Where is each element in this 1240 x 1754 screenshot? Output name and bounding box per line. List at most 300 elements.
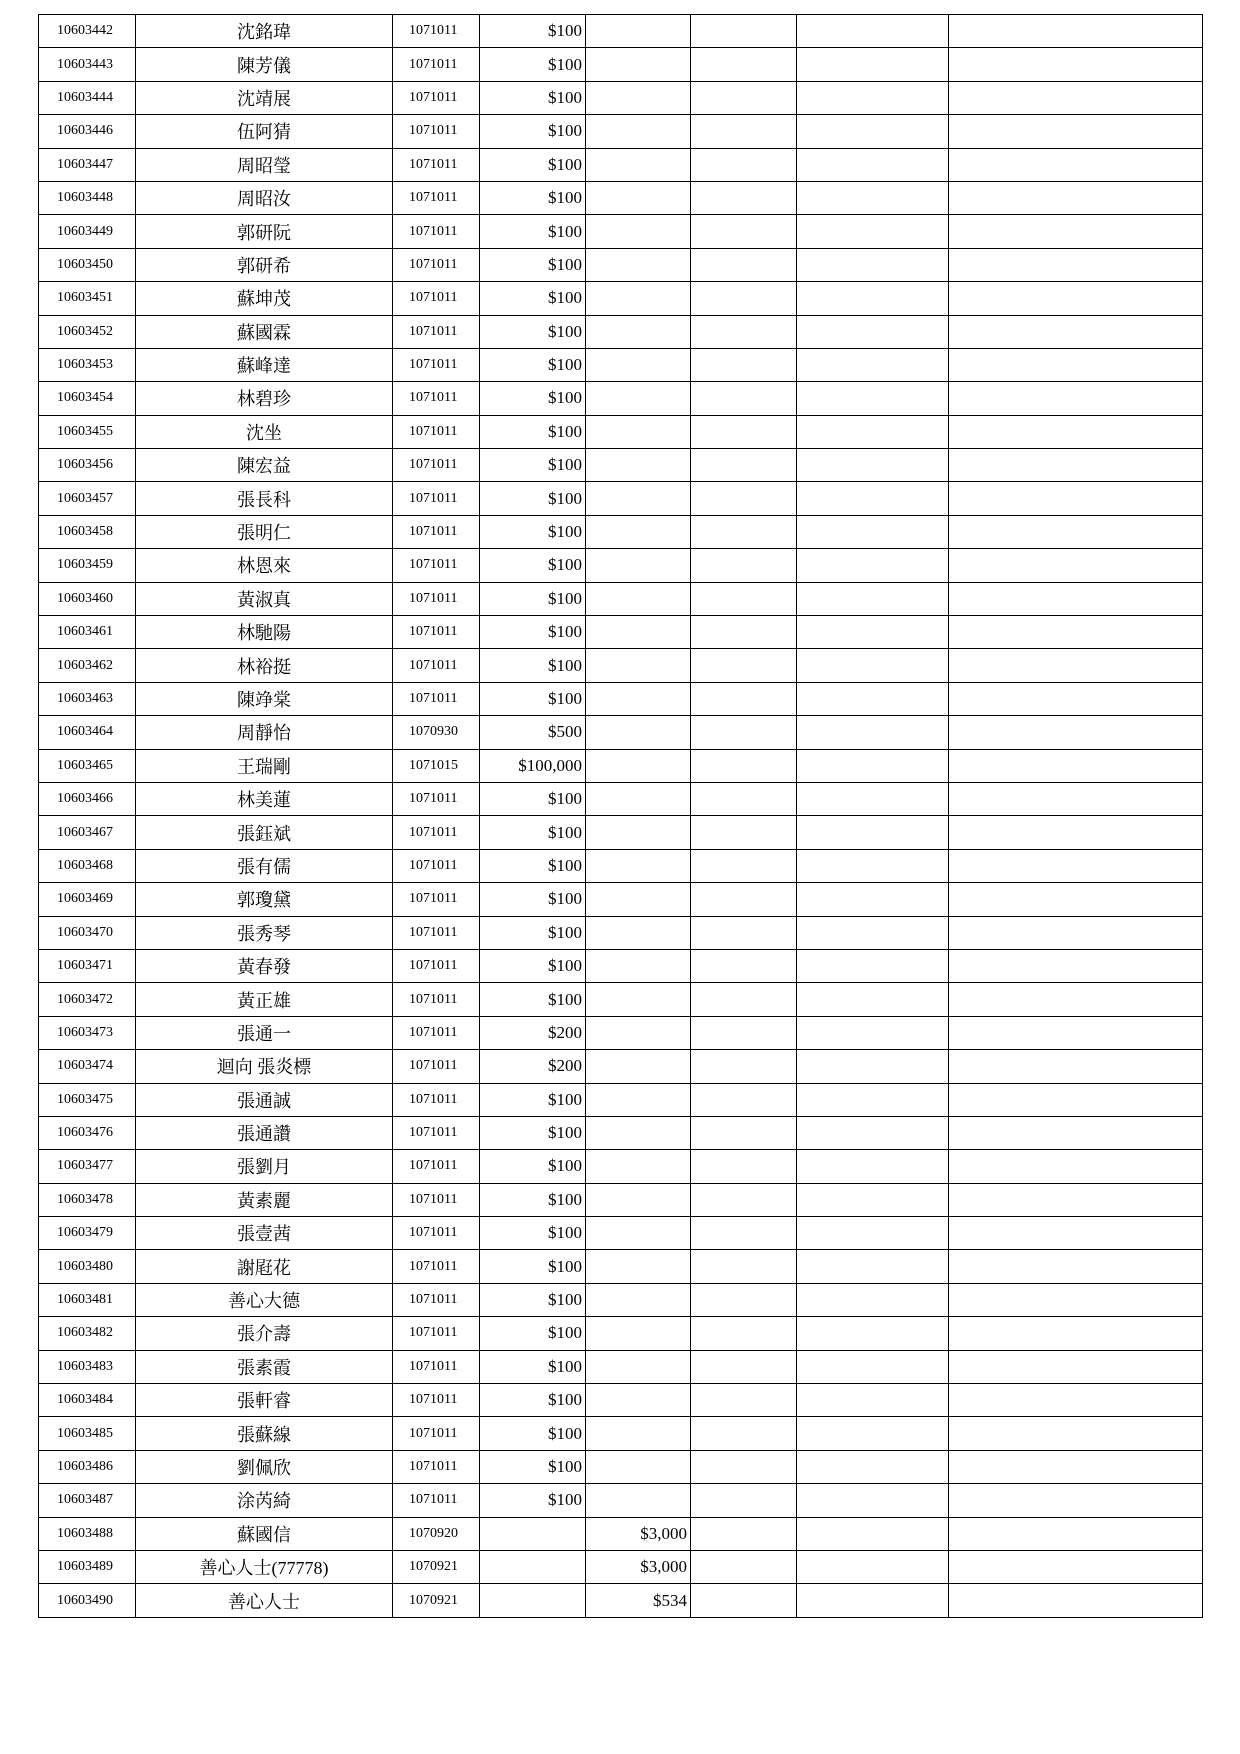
- donor-name-cell: 涂芮綺: [136, 1484, 393, 1517]
- amount-cell: $100: [480, 181, 586, 214]
- receipt-number-cell: 10603486: [39, 1450, 136, 1483]
- table-row: [39, 1484, 1203, 1517]
- empty-cell: [797, 816, 949, 849]
- amount-cell: $100: [480, 115, 586, 148]
- amount-alt-cell: [586, 148, 691, 181]
- date-cell: 1071011: [393, 1384, 480, 1417]
- amount-alt-cell: [586, 215, 691, 248]
- receipt-number-cell: 10603467: [39, 816, 136, 849]
- amount-cell: $100: [480, 48, 586, 81]
- amount-alt-cell: [586, 181, 691, 214]
- empty-cell: [949, 248, 1203, 281]
- empty-cell: [797, 983, 949, 1016]
- empty-cell: [691, 582, 797, 615]
- table-row: [39, 181, 1203, 214]
- date-cell: 1071011: [393, 1116, 480, 1149]
- donor-name-cell: 黃春發: [136, 949, 393, 982]
- empty-cell: [691, 515, 797, 548]
- table-row: [39, 48, 1203, 81]
- date-cell: 1071011: [393, 315, 480, 348]
- empty-cell: [797, 482, 949, 515]
- amount-alt-cell: [586, 282, 691, 315]
- table-row: [39, 215, 1203, 248]
- table-row: [39, 115, 1203, 148]
- empty-cell: [949, 1050, 1203, 1083]
- empty-cell: [949, 1183, 1203, 1216]
- empty-cell: [949, 15, 1203, 48]
- empty-cell: [797, 1050, 949, 1083]
- amount-cell: $200: [480, 1016, 586, 1049]
- amount-alt-cell: [586, 482, 691, 515]
- amount-cell: $100: [480, 315, 586, 348]
- receipt-number-cell: 10603452: [39, 315, 136, 348]
- empty-cell: [949, 1250, 1203, 1283]
- table-row: [39, 248, 1203, 281]
- table-row: [39, 449, 1203, 482]
- amount-alt-cell: [586, 649, 691, 682]
- empty-cell: [949, 949, 1203, 982]
- empty-cell: [949, 816, 1203, 849]
- date-cell: 1071011: [393, 649, 480, 682]
- amount-alt-cell: [586, 1183, 691, 1216]
- amount-cell: $100: [480, 916, 586, 949]
- donor-name-cell: 劉佩欣: [136, 1450, 393, 1483]
- table-row: [39, 1584, 1203, 1617]
- amount-cell: $100: [480, 1283, 586, 1316]
- empty-cell: [949, 1150, 1203, 1183]
- receipt-number-cell: 10603457: [39, 482, 136, 515]
- table-row: [39, 148, 1203, 181]
- date-cell: 1071011: [393, 1417, 480, 1450]
- receipt-number-cell: 10603482: [39, 1317, 136, 1350]
- empty-cell: [691, 883, 797, 916]
- table-row: [39, 682, 1203, 715]
- amount-alt-cell: [586, 1083, 691, 1116]
- table-row: [39, 1217, 1203, 1250]
- table-row: [39, 949, 1203, 982]
- table-row: [39, 1517, 1203, 1550]
- amount-cell: $100: [480, 549, 586, 582]
- donor-name-cell: 沈坐: [136, 415, 393, 448]
- donor-name-cell: 張明仁: [136, 515, 393, 548]
- empty-cell: [797, 849, 949, 882]
- empty-cell: [797, 415, 949, 448]
- donor-name-cell: 周靜怡: [136, 716, 393, 749]
- table-row: [39, 282, 1203, 315]
- receipt-number-cell: 10603487: [39, 1484, 136, 1517]
- amount-alt-cell: [586, 716, 691, 749]
- table-row: [39, 1250, 1203, 1283]
- receipt-number-cell: 10603490: [39, 1584, 136, 1617]
- date-cell: 1071011: [393, 48, 480, 81]
- amount-alt-cell: [586, 348, 691, 381]
- amount-alt-cell: [586, 415, 691, 448]
- date-cell: 1071011: [393, 883, 480, 916]
- empty-cell: [949, 582, 1203, 615]
- empty-cell: [797, 1550, 949, 1583]
- empty-cell: [949, 215, 1203, 248]
- amount-alt-cell: [586, 749, 691, 782]
- amount-alt-cell: [586, 549, 691, 582]
- amount-cell: $100: [480, 248, 586, 281]
- empty-cell: [691, 1217, 797, 1250]
- empty-cell: [949, 1083, 1203, 1116]
- date-cell: 1071011: [393, 1317, 480, 1350]
- date-cell: 1071011: [393, 949, 480, 982]
- empty-cell: [691, 749, 797, 782]
- amount-cell: $100: [480, 1417, 586, 1450]
- empty-cell: [949, 1116, 1203, 1149]
- date-cell: 1070921: [393, 1584, 480, 1617]
- empty-cell: [797, 15, 949, 48]
- empty-cell: [949, 415, 1203, 448]
- donor-name-cell: 善心大德: [136, 1283, 393, 1316]
- empty-cell: [691, 616, 797, 649]
- empty-cell: [949, 782, 1203, 815]
- empty-cell: [797, 549, 949, 582]
- empty-cell: [797, 649, 949, 682]
- empty-cell: [949, 549, 1203, 582]
- empty-cell: [691, 1350, 797, 1383]
- empty-cell: [797, 282, 949, 315]
- donor-name-cell: 周昭瑩: [136, 148, 393, 181]
- receipt-number-cell: 10603462: [39, 649, 136, 682]
- donor-name-cell: 林碧珍: [136, 382, 393, 415]
- table-row: [39, 382, 1203, 415]
- amount-cell: $100: [480, 616, 586, 649]
- amount-cell: [480, 1550, 586, 1583]
- donor-name-cell: 善心人士(77778): [136, 1550, 393, 1583]
- empty-cell: [691, 849, 797, 882]
- receipt-number-cell: 10603450: [39, 248, 136, 281]
- empty-cell: [691, 315, 797, 348]
- date-cell: 1071011: [393, 816, 480, 849]
- amount-cell: $100: [480, 348, 586, 381]
- donor-name-cell: 郭瓊黛: [136, 883, 393, 916]
- empty-cell: [949, 616, 1203, 649]
- date-cell: 1071011: [393, 1250, 480, 1283]
- empty-cell: [691, 115, 797, 148]
- empty-cell: [949, 148, 1203, 181]
- empty-cell: [691, 549, 797, 582]
- table-row: [39, 15, 1203, 48]
- amount-cell: $100: [480, 582, 586, 615]
- empty-cell: [949, 1384, 1203, 1417]
- empty-cell: [949, 682, 1203, 715]
- empty-cell: [691, 1283, 797, 1316]
- table-row: [39, 1150, 1203, 1183]
- table-row: [39, 1417, 1203, 1450]
- empty-cell: [797, 315, 949, 348]
- receipt-number-cell: 10603485: [39, 1417, 136, 1450]
- amount-alt-cell: [586, 1450, 691, 1483]
- amount-cell: $100: [480, 1384, 586, 1417]
- date-cell: 1071011: [393, 549, 480, 582]
- amount-cell: $100: [480, 1450, 586, 1483]
- amount-alt-cell: [586, 48, 691, 81]
- table-row: [39, 1183, 1203, 1216]
- date-cell: 1071011: [393, 983, 480, 1016]
- empty-cell: [797, 1183, 949, 1216]
- receipt-number-cell: 10603465: [39, 749, 136, 782]
- table-row: [39, 1350, 1203, 1383]
- empty-cell: [949, 282, 1203, 315]
- receipt-number-cell: 10603469: [39, 883, 136, 916]
- empty-cell: [949, 916, 1203, 949]
- empty-cell: [691, 15, 797, 48]
- donor-name-cell: 黃正雄: [136, 983, 393, 1016]
- date-cell: 1071011: [393, 415, 480, 448]
- table-row: [39, 649, 1203, 682]
- table-row: [39, 1050, 1203, 1083]
- receipt-number-cell: 10603463: [39, 682, 136, 715]
- receipt-number-cell: 10603479: [39, 1217, 136, 1250]
- date-cell: 1071011: [393, 682, 480, 715]
- date-cell: 1071011: [393, 115, 480, 148]
- empty-cell: [949, 1350, 1203, 1383]
- table-row: [39, 716, 1203, 749]
- date-cell: 1071011: [393, 1217, 480, 1250]
- donor-name-cell: 林裕挺: [136, 649, 393, 682]
- amount-cell: $100: [480, 983, 586, 1016]
- date-cell: 1071011: [393, 515, 480, 548]
- table-row: [39, 816, 1203, 849]
- empty-cell: [691, 1250, 797, 1283]
- table-row: [39, 849, 1203, 882]
- empty-cell: [949, 1283, 1203, 1316]
- receipt-number-cell: 10603446: [39, 115, 136, 148]
- empty-cell: [797, 449, 949, 482]
- empty-cell: [797, 1350, 949, 1383]
- empty-cell: [949, 115, 1203, 148]
- date-cell: 1071011: [393, 1350, 480, 1383]
- amount-cell: $100: [480, 682, 586, 715]
- receipt-number-cell: 10603449: [39, 215, 136, 248]
- table-row: [39, 1450, 1203, 1483]
- amount-alt-cell: [586, 1050, 691, 1083]
- empty-cell: [691, 81, 797, 114]
- donor-name-cell: 張通一: [136, 1016, 393, 1049]
- amount-alt-cell: [586, 1350, 691, 1383]
- empty-cell: [691, 1083, 797, 1116]
- empty-cell: [949, 1317, 1203, 1350]
- empty-cell: [691, 916, 797, 949]
- receipt-number-cell: 10603447: [39, 148, 136, 181]
- amount-cell: $100: [480, 849, 586, 882]
- empty-cell: [797, 1317, 949, 1350]
- amount-alt-cell: [586, 616, 691, 649]
- receipt-number-cell: 10603458: [39, 515, 136, 548]
- empty-cell: [691, 382, 797, 415]
- amount-alt-cell: [586, 1250, 691, 1283]
- empty-cell: [691, 181, 797, 214]
- amount-cell: $100: [480, 649, 586, 682]
- donor-name-cell: 蘇國信: [136, 1517, 393, 1550]
- empty-cell: [797, 348, 949, 381]
- empty-cell: [797, 1384, 949, 1417]
- empty-cell: [797, 582, 949, 615]
- date-cell: 1071011: [393, 1016, 480, 1049]
- receipt-number-cell: 10603451: [39, 282, 136, 315]
- date-cell: 1071011: [393, 382, 480, 415]
- amount-alt-cell: [586, 949, 691, 982]
- date-cell: 1071011: [393, 181, 480, 214]
- date-cell: 1071011: [393, 449, 480, 482]
- empty-cell: [949, 1517, 1203, 1550]
- empty-cell: [797, 1484, 949, 1517]
- empty-cell: [949, 883, 1203, 916]
- receipt-number-cell: 10603453: [39, 348, 136, 381]
- amount-cell: $100: [480, 883, 586, 916]
- amount-alt-cell: [586, 816, 691, 849]
- empty-cell: [691, 449, 797, 482]
- receipt-number-cell: 10603455: [39, 415, 136, 448]
- amount-alt-cell: [586, 449, 691, 482]
- donor-name-cell: 沈靖展: [136, 81, 393, 114]
- empty-cell: [797, 81, 949, 114]
- date-cell: 1070930: [393, 716, 480, 749]
- table-row: [39, 1317, 1203, 1350]
- empty-cell: [691, 1050, 797, 1083]
- empty-cell: [691, 482, 797, 515]
- date-cell: 1071011: [393, 782, 480, 815]
- amount-cell: $100: [480, 148, 586, 181]
- empty-cell: [949, 983, 1203, 1016]
- table-row: [39, 1116, 1203, 1149]
- receipt-number-cell: 10603483: [39, 1350, 136, 1383]
- empty-cell: [691, 782, 797, 815]
- donor-name-cell: 沈銘瑋: [136, 15, 393, 48]
- table-row: [39, 616, 1203, 649]
- donor-name-cell: 張蘇線: [136, 1417, 393, 1450]
- amount-alt-cell: [586, 916, 691, 949]
- table-row: [39, 1550, 1203, 1583]
- donor-name-cell: 善心人士: [136, 1584, 393, 1617]
- empty-cell: [949, 716, 1203, 749]
- empty-cell: [949, 849, 1203, 882]
- empty-cell: [949, 348, 1203, 381]
- empty-cell: [797, 1584, 949, 1617]
- empty-cell: [797, 115, 949, 148]
- empty-cell: [797, 1283, 949, 1316]
- empty-cell: [691, 949, 797, 982]
- receipt-number-cell: 10603456: [39, 449, 136, 482]
- table-row: [39, 916, 1203, 949]
- amount-alt-cell: [586, 1384, 691, 1417]
- amount-cell: $100: [480, 1217, 586, 1250]
- table-row: [39, 482, 1203, 515]
- date-cell: 1071011: [393, 1283, 480, 1316]
- empty-cell: [797, 248, 949, 281]
- donor-name-cell: 黃淑真: [136, 582, 393, 615]
- empty-cell: [949, 181, 1203, 214]
- receipt-number-cell: 10603489: [39, 1550, 136, 1583]
- receipt-number-cell: 10603484: [39, 1384, 136, 1417]
- empty-cell: [949, 1550, 1203, 1583]
- empty-cell: [797, 1083, 949, 1116]
- empty-cell: [797, 148, 949, 181]
- receipt-number-cell: 10603474: [39, 1050, 136, 1083]
- receipt-number-cell: 10603481: [39, 1283, 136, 1316]
- empty-cell: [691, 1417, 797, 1450]
- empty-cell: [691, 282, 797, 315]
- empty-cell: [949, 649, 1203, 682]
- empty-cell: [949, 749, 1203, 782]
- table-row: [39, 1384, 1203, 1417]
- receipt-number-cell: 10603468: [39, 849, 136, 882]
- donor-name-cell: 張軒睿: [136, 1384, 393, 1417]
- empty-cell: [797, 749, 949, 782]
- amount-cell: $100: [480, 1150, 586, 1183]
- table-row: [39, 582, 1203, 615]
- date-cell: 1071011: [393, 1150, 480, 1183]
- empty-cell: [691, 1484, 797, 1517]
- empty-cell: [797, 1150, 949, 1183]
- donor-name-cell: 張鈺斌: [136, 816, 393, 849]
- receipt-number-cell: 10603471: [39, 949, 136, 982]
- amount-cell: $100: [480, 1083, 586, 1116]
- amount-cell: $200: [480, 1050, 586, 1083]
- empty-cell: [949, 449, 1203, 482]
- receipt-number-cell: 10603466: [39, 782, 136, 815]
- receipt-number-cell: 10603459: [39, 549, 136, 582]
- amount-alt-cell: [586, 883, 691, 916]
- empty-cell: [797, 1116, 949, 1149]
- empty-cell: [949, 482, 1203, 515]
- donor-name-cell: 張劉月: [136, 1150, 393, 1183]
- date-cell: 1071015: [393, 749, 480, 782]
- donor-name-cell: 張通讚: [136, 1116, 393, 1149]
- date-cell: 1071011: [393, 1050, 480, 1083]
- table-row: [39, 1283, 1203, 1316]
- amount-alt-cell: [586, 1317, 691, 1350]
- empty-cell: [949, 1484, 1203, 1517]
- empty-cell: [949, 382, 1203, 415]
- amount-cell: $100: [480, 81, 586, 114]
- donor-name-cell: 張秀琴: [136, 916, 393, 949]
- donation-ledger-table: [38, 14, 1203, 1618]
- amount-alt-cell: [586, 682, 691, 715]
- amount-alt-cell: [586, 315, 691, 348]
- donor-name-cell: 陳芳儀: [136, 48, 393, 81]
- empty-cell: [691, 1384, 797, 1417]
- empty-cell: [797, 181, 949, 214]
- receipt-number-cell: 10603477: [39, 1150, 136, 1183]
- donor-name-cell: 黃素麗: [136, 1183, 393, 1216]
- table-row: [39, 782, 1203, 815]
- donor-name-cell: 王瑞剛: [136, 749, 393, 782]
- empty-cell: [691, 1116, 797, 1149]
- donor-name-cell: 郭研希: [136, 248, 393, 281]
- amount-cell: $100: [480, 415, 586, 448]
- donor-name-cell: 陳宏益: [136, 449, 393, 482]
- amount-alt-cell: [586, 15, 691, 48]
- donor-name-cell: 張有儒: [136, 849, 393, 882]
- table-row: [39, 749, 1203, 782]
- amount-cell: $100: [480, 282, 586, 315]
- date-cell: 1071011: [393, 1183, 480, 1216]
- empty-cell: [691, 348, 797, 381]
- amount-cell: $100: [480, 816, 586, 849]
- amount-cell: $100: [480, 515, 586, 548]
- empty-cell: [797, 916, 949, 949]
- amount-alt-cell: [586, 248, 691, 281]
- date-cell: 1071011: [393, 1450, 480, 1483]
- table-row: [39, 415, 1203, 448]
- empty-cell: [691, 1450, 797, 1483]
- empty-cell: [797, 1217, 949, 1250]
- donor-name-cell: 迴向 張炎標: [136, 1050, 393, 1083]
